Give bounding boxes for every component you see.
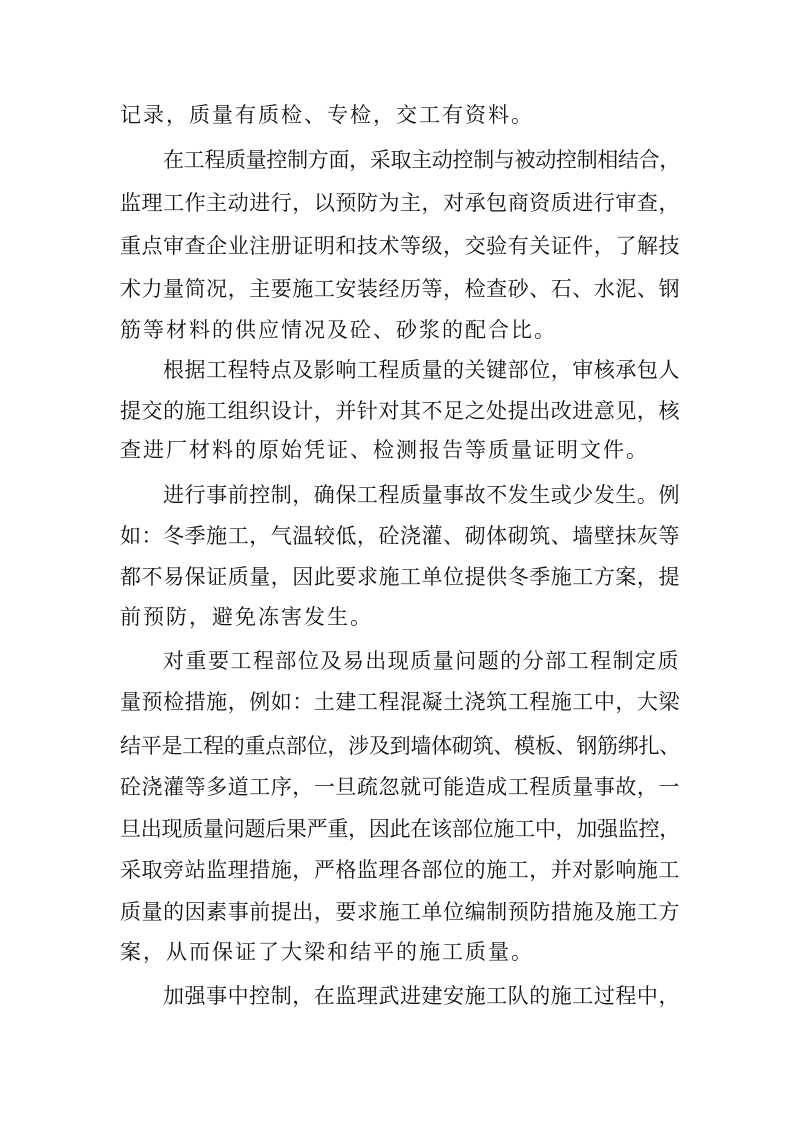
text-line: 术力量简况，主要施工安装经历等，检查砂、石、水泥、钢: [120, 277, 680, 301]
text-line: 砼浇灌等多道工序，一旦疏忽就可能造成工程质量事故，一: [120, 775, 680, 799]
text-line: 结平是工程的重点部位，涉及到墙体砌筑、模板、钢筋绑扎、: [120, 734, 680, 758]
text-line: 案，从而保证了大梁和结平的施工质量。: [120, 940, 534, 964]
text-line: 筋等材料的供应情况及砼、砂浆的配合比。: [120, 318, 557, 342]
text-line: 查进厂材料的原始凭证、检测报告等质量证明文件。: [120, 438, 649, 462]
text-line: 如：冬季施工，气温较低，砼浇灌、砌体砌筑、墙壁抹灰等: [120, 524, 680, 548]
text-line: 记录，质量有质检、专检，交工有资料。: [120, 103, 534, 127]
text-line: 监理工作主动进行，以预防为主，对承包商资质进行审查，: [120, 191, 680, 215]
text-line: 量预检措施，例如：土建工程混凝土浇筑工程施工中，大梁: [120, 690, 680, 714]
paragraph-start-line: 根据工程特点及影响工程质量的关键部位，审核承包人: [163, 358, 680, 382]
text-line: 都不易保证质量，因此要求施工单位提供冬季施工方案，提: [120, 565, 680, 589]
paragraph-start-line: 加强事中控制，在监理武进建安施工队的施工过程中，: [163, 984, 680, 1008]
text-line: 采取旁站监理措施，严格监理各部位的施工，并对影响施工: [120, 858, 680, 882]
paragraph-start-line: 在工程质量控制方面，采取主动控制与被动控制相结合，: [163, 148, 680, 172]
paragraph-start-line: 进行事前控制，确保工程质量事故不发生或少发生。例: [163, 483, 680, 507]
paragraph-start-line: 对重要工程部位及易出现质量问题的分部工程制定质: [163, 649, 680, 673]
text-line: 重点审查企业注册证明和技术等级，交验有关证件，了解技: [120, 234, 680, 258]
text-line: 质量的因素事前提出，要求施工单位编制预防措施及施工方: [120, 900, 680, 924]
text-line: 旦出现质量问题后果严重，因此在该部位施工中，加强监控，: [120, 817, 680, 841]
text-line: 提交的施工组织设计，并针对其不足之处提出改进意见，核: [120, 399, 680, 423]
text-line: 前预防，避免冻害发生。: [120, 605, 373, 629]
